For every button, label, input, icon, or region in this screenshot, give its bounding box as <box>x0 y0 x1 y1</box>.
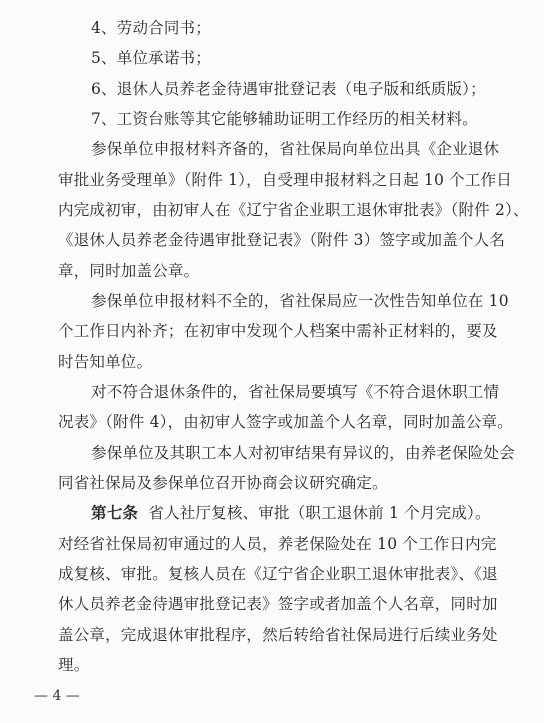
paragraph-line: 内完成初审，由初审人在《辽宁省企业职工退休审批表》（附件 2）、 <box>58 201 529 219</box>
paragraph-line: 参保单位申报材料不全的，省社保局应一次性告知单位在 10 <box>91 292 509 310</box>
article-title: 省人社厅复核、审批（职工退休前 1 个月完成）。 <box>148 504 491 523</box>
paragraph-line: 盖公章，完成退休审批程序，然后转给省社保局进行后续业务处 <box>58 625 498 644</box>
list-item: 6、退休人员养老金待遇审批登记表（电子版和纸质版）； <box>91 79 486 98</box>
page-number: — 4 — <box>34 688 80 704</box>
paragraph-line: 《退休人员养老金待遇审批登记表》（附件 3）签字或加盖个人名 <box>58 231 506 250</box>
paragraph-line: 参保单位申报材料齐备的，省社保局向单位出具《企业退休 <box>91 140 500 159</box>
paragraph-line: 时告知单位。 <box>58 352 153 371</box>
article-heading <box>91 503 491 523</box>
paragraph-line: 同省社保局及参保单位召开协商会议研究确定。 <box>58 474 388 492</box>
list-item: 7、工资台账等其它能够辅助证明工作经历的相关材料。 <box>91 110 478 128</box>
paragraph-line: 审批业务受理单》（附件 1），自受理申报材料之日起 10 个工作日 <box>58 170 512 189</box>
paragraph-line: 况表》（附件 4），由初审人签字或加盖个人名章，同时加盖公章。 <box>58 413 513 432</box>
paragraph-line: 参保单位及其职工本人对初审结果有异议的，由养老保险处会 <box>91 443 515 462</box>
list-item: 4、劳动合同书； <box>91 19 211 37</box>
paragraph-line: 休人员养老金待遇审批登记表》签字或者加盖个人名章，同时加 <box>58 595 498 614</box>
paragraph-line: 章，同时加盖公章。 <box>58 261 200 280</box>
paragraph-line: 对经省社保局初审通过的人员，养老保险处在 10 个工作日内完 <box>58 534 497 553</box>
article-label: 第七条 <box>91 503 139 523</box>
paragraph-line: 理。 <box>58 656 90 674</box>
paragraph-line: 成复核、审批。复核人员在《辽宁省企业职工退休审批表》、《退 <box>58 565 498 583</box>
list-item: 5、单位承诺书； <box>91 49 211 68</box>
paragraph-line: 对不符合退休条件的，省社保局要填写《不符合退休职工情 <box>91 383 500 401</box>
paragraph-line: 个工作日内补齐；在初审中发现个人档案中需补正材料的，要及 <box>58 322 498 341</box>
